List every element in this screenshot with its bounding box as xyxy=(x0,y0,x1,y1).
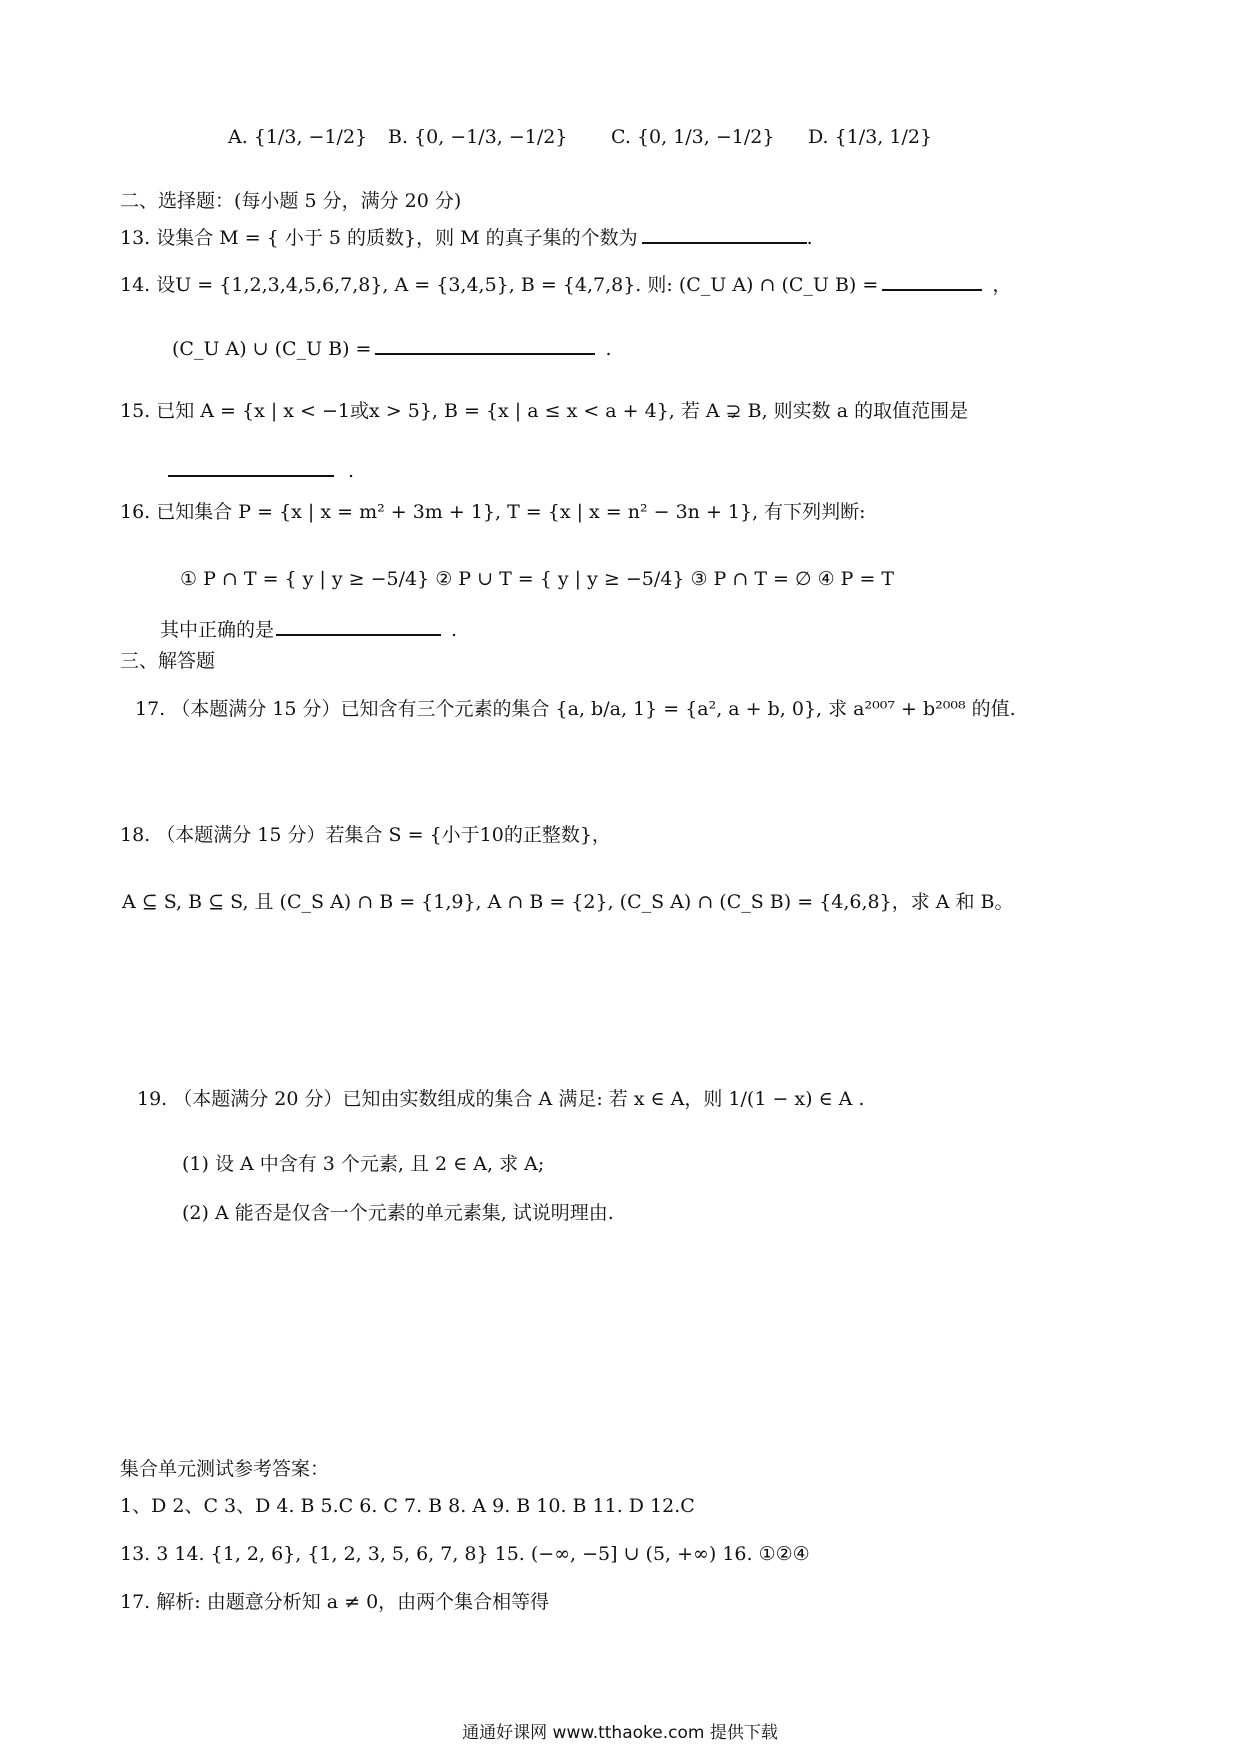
answers-line-3: 17. 解析: 由题意分析知 a ≠ 0，由两个集合相等得 xyxy=(120,1591,550,1613)
question-17: 17. （本题满分 15 分）已知含有三个元素的集合 {a, b/a, 1} = {a², a + b, 0}, 求 a²⁰⁰⁷ + b²⁰⁰⁸ 的值. xyxy=(135,698,1016,720)
question-13-end: . xyxy=(806,227,813,249)
answers-title: 集合单元测试参考答案： xyxy=(120,1458,330,1480)
question-16-options: ① P ∩ T = { y | y ≥ −5/4} ② P ∪ T = { y | y ≥ −5/4} ③ P ∩ T = ∅ ④ P = T xyxy=(180,568,895,590)
question-16-end: . xyxy=(451,619,458,641)
question-15: 15. 已知 A = {x | x < −1或x > 5}, B = {x | a ≤ x < a + 4}, 若 A ⊋ B, 则实数 a 的取值范围是 xyxy=(120,400,969,422)
question-14-text: 14. 设U = {1,2,3,4,5,6,7,8}, A = {3,4,5}, B = {4,7,8}. 则: (C_U A) ∩ (C_U B) = xyxy=(120,274,879,296)
answer-blank-14b[interactable] xyxy=(375,352,595,355)
answer-blank-14a[interactable] xyxy=(882,288,982,291)
question-14-part2-text: (C_U A) ∪ (C_U B) = xyxy=(172,338,372,360)
answers-line-2: 13. 3 14. {1, 2, 6}, {1, 2, 3, 5, 6, 7, 8} 15. (−∞, −5] ∪ (5, +∞) 16. ①②④ xyxy=(120,1543,810,1565)
question-19-part2: (2) A 能否是仅含一个元素的单元素集, 试说明理由. xyxy=(182,1202,614,1224)
question-16-answer-label: 其中正确的是 xyxy=(160,619,275,641)
question-19-part1: (1) 设 A 中含有 3 个元素, 且 2 ∈ A, 求 A; xyxy=(182,1153,545,1175)
question-13-text: 13. 设集合 M = { 小于 5 的质数}，则 M 的真子集的个数为 xyxy=(120,227,638,249)
question-15-end: . xyxy=(348,460,355,482)
question-14 xyxy=(120,276,1011,295)
page-footer: 通通好课网 www.tthaoke.com 提供下载 xyxy=(462,1723,778,1743)
answer-blank-13[interactable] xyxy=(642,241,807,244)
question-18-line2: A ⊆ S, B ⊆ S, 且 (C_S A) ∩ B = {1,9}, A ∩ B = {2}, (C_S A) ∩ (C_S B) = {4,6,8}，求 A 和 B。 xyxy=(122,891,1014,913)
option-c: C. {0, 1/3, −1/2} xyxy=(611,126,775,148)
question-14-end: ， xyxy=(992,274,1012,296)
question-18: 18. （本题满分 15 分）若集合 S = {小于10的正整数}， xyxy=(120,824,611,846)
section-3-heading: 三、解答题 xyxy=(120,650,216,672)
question-16: 16. 已知集合 P = {x | x = m² + 3m + 1}, T = {x | x = n² − 3n + 1}, 有下列判断: xyxy=(120,501,866,523)
question-19: 19. （本题满分 20 分）已知由实数组成的集合 A 满足: 若 x ∈ A，则 1/(1 − x) ∈ A . xyxy=(137,1088,865,1110)
question-15-line2 xyxy=(168,462,354,481)
answer-blank-16[interactable] xyxy=(276,633,441,636)
question-16-answer xyxy=(160,621,457,640)
question-14-part2 xyxy=(172,340,612,359)
option-a: A. {1/3, −1/2} xyxy=(228,126,368,148)
answers-line-1: 1、D 2、C 3、D 4. B 5.C 6. C 7. B 8. A 9. B 10. B 11. D 12.C xyxy=(120,1495,695,1517)
answer-blank-15[interactable] xyxy=(168,474,334,477)
question-13 xyxy=(120,229,813,248)
option-b: B. {0, −1/3, −1/2} xyxy=(388,126,568,148)
option-d: D. {1/3, 1/2} xyxy=(808,126,933,148)
question-14-part2-end: . xyxy=(605,338,612,360)
section-2-heading: 二、选择题：(每小题 5 分，满分 20 分) xyxy=(120,190,462,212)
